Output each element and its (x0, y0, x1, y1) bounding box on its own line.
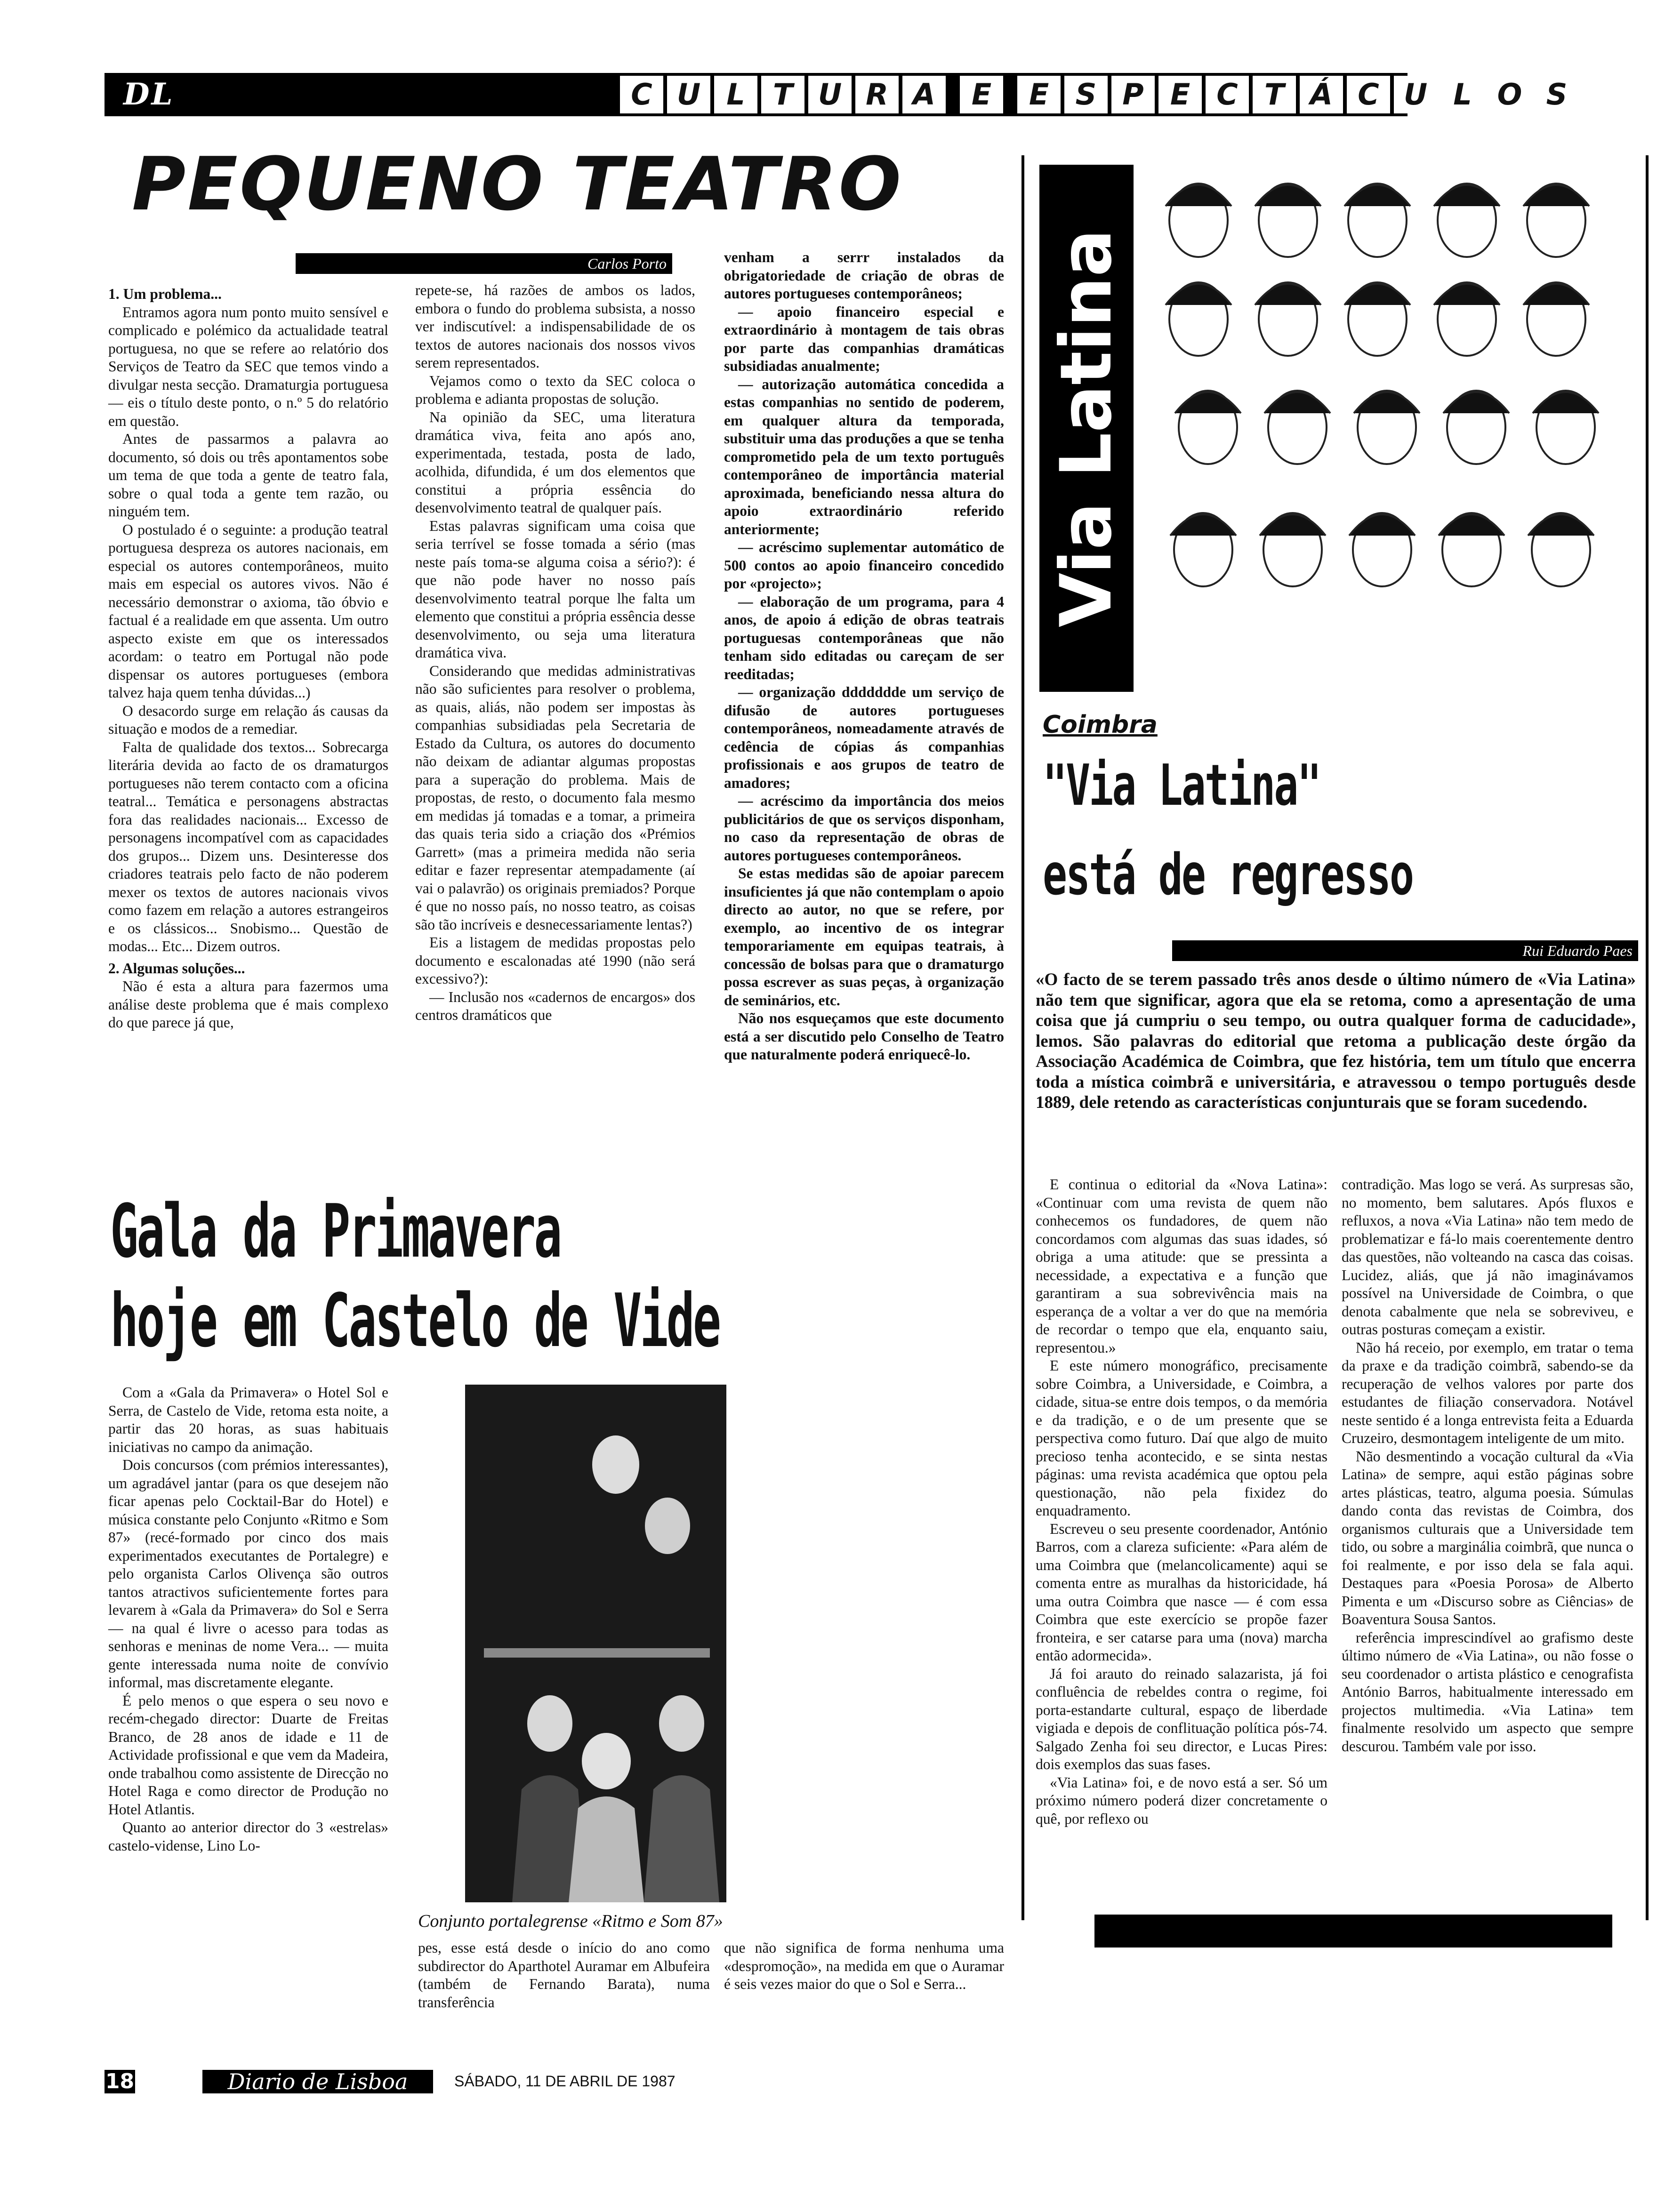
sketch-hair (1166, 284, 1231, 305)
paragraph: E este número monográfico, precisamente sobre Coimbra, a Universidade, e Coimbra, a cidade, situa-se entre dois tempos, o da memória e da tradição, e o de um presente que se perspectiva como futuro. Daí que algo de muito precioso tenha acontecido, e se sinta nestas páginas: uma revista académica que optou pela questionação, não pela fixidez do enquadramento. (1036, 1357, 1327, 1519)
paragraph: «Via Latina» foi, e de novo está a ser. Só um próximo número poderá dizer concretamente o quê, por reflexo ou (1036, 1774, 1327, 1827)
section-letter: A (902, 76, 946, 113)
sketch-hair (1264, 392, 1330, 413)
paragraph: 1. Um problema... (108, 286, 222, 302)
paragraph: — elaboração de um programa, para 4 anos, de apoio á edição de obras teatrais portuguesas contemporâneas que não tenham sido editadas ou careçam de ser reeditadas; (724, 593, 1004, 682)
section-logo: DL (123, 77, 175, 112)
section-letter: U (667, 76, 710, 113)
section-letter: C (1206, 76, 1249, 113)
paragraph: — acréscimo suplementar automático de 500 contos ao apoio financeiro concedido por «projecto»; (724, 539, 1004, 592)
sketch-hair (1166, 185, 1231, 206)
paragraph: E continua o editorial da «Nova Latina»: «Continuar com uma revista de quem não conhecemos os fundadores, de quem não concordamos com algumas das suas idades, só obriga a uma atitude: que se pressinta a necessidade, a expectativa e a função que garantiram a sua sobrevivência mais na esperança de a voltar a ver do que na memória de recordar o tempo que ela, enquanto saiu, representou.» (1036, 1176, 1327, 1356)
paragraph: repete-se, há razões de ambos os lados, embora o fundo do problema subsista, a nosso ver indiscutível: a indispensabilidade de os textos de autores nacionais dos nossos vivos serem representados. (415, 282, 695, 371)
sketch-hair (1354, 392, 1420, 413)
masthead: Diario de Lisboa (202, 2070, 433, 2093)
sketch-hair (1255, 284, 1321, 305)
article3-column-2 (418, 1939, 710, 2012)
article2-column-1 (1036, 1176, 1327, 1828)
section-letter: C (620, 76, 663, 113)
paragraph: — acréscimo da importância dos meios publicitários de que os serviços disponham, no caso da representação de obras de autores portugueses contemporâneos. (724, 793, 1004, 864)
sketch-hair (1533, 392, 1599, 413)
article1-column-1 (108, 281, 388, 1032)
headline-pequeno-teatro: PEQUENO TEATRO (132, 141, 903, 227)
paragraph: Eis a listagem de medidas propostas pelo documento e escalonadas até 1990 (não será excessivo?): (415, 934, 695, 987)
paragraph: — organização ddddddde um serviço de difusão de autores portugueses contemporâneos, nomeadamente através de cedência de cópias ás companhias profissionais e aos grupos de teatro de amadores; (724, 684, 1004, 791)
via-latina-cover-label: Via Latina (1046, 229, 1127, 628)
paragraph: Considerando que medidas administrativas não são suficientes para resolver o problema, as quais, aliás, não podem ser impostas às companhias subsidiadas pela Secretaria de Estado da Cultura, os autores do documento não deixam de adiantar algumas propostas para a superação do problema. Mais de propostas, de resto, o documento fala mesmo em medidas já tomadas e a tomar, a primeira das quais teria sido a criação dos «Prémios Garrett» (mas a primeira medida não seria editar e fazer representar atempadamente (aí vai o palavrão) os originais premiados? Porque é que no nosso país, no nosso teatro, as coisas são tão incríveis e desnecessariamente lentas?) (415, 662, 695, 933)
headline-esta-de-regresso: está de regresso (1043, 842, 1413, 908)
paragraph: que não significa de forma nenhuma uma «despromoção», na medida em que o Auramar é seis vezes maior do que o Sol e Serra... (724, 1940, 1004, 1992)
paragraph: Não desmentindo a vocação cultural da «Via Latina» de sempre, aqui estão páginas sobre artes plásticas, teatro, alguma poesia. Súmulas dando conta das revistas de Coimbra, dos organismos culturais que a Universidade tem tido, ou sobre a marginália coimbrã, que nunca o foi realmente, e por isso dela se fala aqui. Destaques para «Poesia Porosa» de Alberto Pimenta e um «Discurso sobre as Ciências» de Boaventura Sousa Santos. (1342, 1448, 1633, 1627)
section-letter: O (1488, 76, 1531, 113)
sketch-hair (1349, 514, 1415, 536)
sketch-hair (1260, 514, 1326, 536)
article1-column-2 (415, 281, 695, 1025)
section-letter: T (761, 76, 804, 113)
paragraph: — apoio financeiro especial e extraordinário à montagem de tais obras por parte das companhias dramáticas subsidiadas anualmente; (724, 303, 1004, 374)
paragraph: Não nos esqueçamos que este documento está a ser discutido pelo Conselho de Teatro que naturalmente poderá enriquecê-lo. (724, 1010, 1004, 1063)
section-letter: E (1158, 76, 1202, 113)
sketch-hair (1434, 284, 1500, 305)
article3-column-3 (724, 1939, 1004, 1994)
paragraph: Com a «Gala da Primavera» o Hotel Sol e Serra, de Castelo de Vide, retoma esta noite, a partir das 20 horas, as suas habituais iniciativas no campo da animação. (108, 1384, 388, 1455)
sketch-hair (1523, 185, 1589, 206)
section-letter (949, 76, 956, 113)
section-letter: U (1394, 76, 1437, 113)
section-letter: L (714, 76, 757, 113)
paragraph: Entramos agora num ponto muito sensível e complicado e polémico da actualidade teatral portuguesa, no que se refere ao relatório dos Serviços de Teatro da SEC que temos vindo a divulgar nesta secção. Dramaturgia portuguesa — eis o título deste ponto, o n.º 5 do relatório em questão. (108, 304, 388, 429)
sketch-hair (1439, 514, 1504, 536)
byline-carlos-porto: Carlos Porto (296, 253, 672, 274)
via-latina-lead: «O facto de se terem passado três anos desde o último número de «Via Latina» não tem que significar, agora que ela se retoma, como a apresentação de uma coisa que já cumpriu o seu tempo, ou outra qualquer forma de caducidade», lemos. São palavras do editorial que retoma a publicação deste órgão da Associação Académica de Coimbra, que fez história, tem um título que encerra toda a mística coimbrã e universitária, e atravessou o tempo português desde 1889, dele retendo as características conjunturais que se foram sucedendo. (1036, 970, 1636, 1112)
article3-column-1 (108, 1384, 388, 1855)
issue-date: SÁBADO, 11 DE ABRIL DE 1987 (454, 2073, 676, 2090)
section-letter (1007, 76, 1014, 113)
paragraph: Já foi arauto do reinado salazarista, já foi confluência de rebeldes contra o regime, foi porta-estandarte cultural, espaço de liberdade vigiada e depois de conflituação política pós-74. Salgado Zenha foi seu director, e Lucas Pires: dois exemplos das suas fases. (1036, 1665, 1327, 1772)
band-photo (465, 1385, 726, 1902)
paragraph: Quanto ao anterior director do 3 «estrelas» castelo-vidense, Lino Lo- (108, 1819, 388, 1854)
photo-caption: Conjunto portalegrense «Ritmo e Som 87» (418, 1911, 723, 1931)
paragraph: Na opinião da SEC, uma literatura dramática viva, feita ano após ano, experimentada, testada, posta de lado, acolhida, difundida, é um dos elementos que constitui a própria essência do desenvolvimento teatral de qualquer país. (415, 409, 695, 516)
sketch-hair (1443, 392, 1509, 413)
paragraph: referência imprescindível ao grafismo deste último número de «Via Latina», ou não fosse o seu coordenador o artista plástico e cenografista António Barros, habitualmente interessado em projectos multimedia. «Via Latina» tem finalmente resolvido um aspecto que sempre descurou. Também vale por isso. (1342, 1629, 1633, 1755)
paragraph: Estas palavras significam uma coisa que seria terrível se fosse tomada a sério (mas neste país toma-se alguma coisa a sério?): é que não pode haver no nosso país desenvolvimento teatral porque lhe falta um elemento que constitui a própria essência desse desenvolvimento, ou seja uma literatura dramática viva. (415, 517, 695, 661)
sketch-hair (1528, 514, 1594, 536)
paragraph: Falta de qualidade dos textos... Sobrecarga literária devida ao facto de os dramaturgos portugueses não terem contacto com a oficina teatral... Temática e personagens abstractas fora das realidades nacionais... Excesso de personagens incompatível com as capacidades dos grupos... Dizem uns. Desinteresse dos criadores teatrais pelo facto de não poderem mexer os textos de autores nacionais vivos como fazem em relação a autores estrangeiros e os clássicos... Snobismo... Questão de modas... Etc... Dizem outros. (108, 738, 388, 954)
sketch-hair (1255, 185, 1321, 206)
sketch-hair (1344, 284, 1410, 305)
section-letter: R (855, 76, 899, 113)
paragraph: É pelo menos o que espera o seu novo e recém-chegado director: Duarte de Freitas Branco, de 28 anos de idade e 11 de Actividade profissional e que vem da Madeira, onde trabalhou como assistente de Direcção no Hotel Raga e como director de Produção no Hotel Atlantis. (108, 1692, 388, 1818)
paragraph: Vejamos como o texto da SEC coloca o problema e adianta propostas de solução. (415, 372, 695, 407)
paragraph: 2. Algumas soluções... (108, 960, 245, 977)
paragraph: Se estas medidas são de apoiar parecem insuficientes já que não contemplam o apoio directo ao autor, no que se refere, por exemplo, ao incentivo de os integrar temporariamente em equipas teatrais, à concessão de bolsas para que o dramaturgo possa escrever as suas peças, à organização de seminários, etc. (724, 865, 1004, 1009)
sketch-hair (1344, 185, 1410, 206)
section-title (620, 76, 1582, 113)
section-letter: P (1111, 76, 1155, 113)
paragraph: Não há receio, por exemplo, em tratar o tema da praxe e da tradição coimbrã, sabendo-se da recuperação de velhos valores por parte dos estudantes de filiação conservadora. Notável neste sentido é a longa entrevista feita a Eduarda Cruzeiro, desmontagem inteligente de um mito. (1342, 1339, 1633, 1446)
via-latina-cover-title (1039, 165, 1134, 692)
paragraph: O postulado é o seguinte: a produção teatral portuguesa despreza os autores nacionais, em especial os autores contemporâneos, muito mais em especial os autores vivos. Não é necessário demonstrar o axioma, tão óbvio e factual é a realidade em que assenta. Um outro aspecto existe em que os interessados acordam: o teatro em Portugal não pode dispensar os autores portugueses (embora talvez haja quem tenha dúvidas...) (108, 521, 388, 701)
decorative-bar (1094, 1915, 1612, 1948)
sketch-hair (1170, 514, 1236, 536)
paragraph: — Inclusão nos «cadernos de encargos» dos centros dramáticos que (415, 988, 695, 1023)
kicker-coimbra: Coimbra (1043, 711, 1158, 739)
sketch-hair (1434, 185, 1500, 206)
section-banner (105, 73, 1568, 116)
byline-rui-eduardo-paes: Rui Eduardo Paes (1172, 940, 1638, 961)
paragraph: Escreveu o seu presente coordenador, António Barros, com a clareza suficiente: «Para além de uma Coimbra que (melancolicamente) aqui se comenta entre as muralhas da historicidade, há uma outra Coimbra que nasce — é com essa Coimbra que este exercício se propõe fazer fronteira, e ser catarse para uma (nova) marcha então adormecida». (1036, 1520, 1327, 1664)
headline-castelo-de-vide: hoje em Castelo de Vide (110, 1278, 720, 1363)
sketch-hair (1175, 392, 1241, 413)
section-letter: S (1535, 76, 1578, 113)
paragraph: Antes de passarmos a palavra ao documento, só dois ou três apontamentos sobe um tema de que toda a gente de teatro fala, sobre o qual toda a gente tem razão, ou ninguém tem. (108, 431, 388, 520)
paragraph: Não é esta a altura para fazermos uma análise deste problema que é mais complexo do que parece já que, (108, 978, 388, 1031)
sketch-hair (1523, 284, 1589, 305)
section-letter: C (1347, 76, 1390, 113)
section-letter: E (960, 76, 1003, 113)
headline-gala-da-primavera: Gala da Primavera (110, 1188, 561, 1274)
paragraph: Dois concursos (com prémios interessantes), um agradável jantar (para os que desejem não ficar apenas pelo Cocktail-Bar do Hotel) e música constante pelo Conjunto «Ritmo e Som 87» (recé-formado por cinco dos mais experimentados executantes de Portalegre) e pelo organista Carlos Olivença são outros tantos atractivos suficientemente fortes para levarem à «Gala da Primavera» do Sol e Serra — na qual é livre o acesso para todas as senhoras e meninas de nome Vera... — muita gente interessada numa noite de convívio informal, mas discretamente elegante. (108, 1457, 388, 1691)
paragraph: contradição. Mas logo se verá. As surpresas são, no momento, bem salutares. Após fluxos e refluxos, a nova «Via Latina» não tem medo de problematizar e fá-lo mais coerentemente dentro das questões, não volteando na casca das coisas. Lucidez, aliás, que já não imaginávamos possível na Universidade de Coimbra, o que denota cabalmente que nela se sobreviveu, e outras posturas começam a existir. (1342, 1176, 1633, 1338)
section-letter: Á (1300, 76, 1343, 113)
paragraph: — autorização automática concedida a estas companhias no sentido de poderem, em qualquer altura da temporada, substituir uma das produções a que se tenha comprometido pela de um texto português contemporâneo de importância material aproximada, beneficiando nessa altura do apoio extraordinário referido anteriormente; (724, 376, 1004, 537)
section-letter: U (808, 76, 852, 113)
article2-column-2 (1342, 1176, 1633, 1755)
page-number: 18 (105, 2069, 135, 2093)
paragraph: O desacordo surge em relação ás causas da situação e modos de a remediar. (108, 702, 388, 737)
section-letter: L (1441, 76, 1484, 113)
section-letter: S (1064, 76, 1108, 113)
section-letter: E (1017, 76, 1061, 113)
article1-column-3 (724, 248, 1004, 1064)
paragraph: venham a serrr instalados da obrigatoriedade de criação de obras de autores portugueses contemporâneos; (724, 249, 1004, 302)
headline-via-latina: "Via Latina" (1043, 753, 1320, 818)
paragraph: pes, esse está desde o início do ano como subdirector do Aparthotel Auramar em Albufeira (também de Fernando Barata), numa transferência (418, 1940, 710, 2011)
section-letter: T (1253, 76, 1296, 113)
